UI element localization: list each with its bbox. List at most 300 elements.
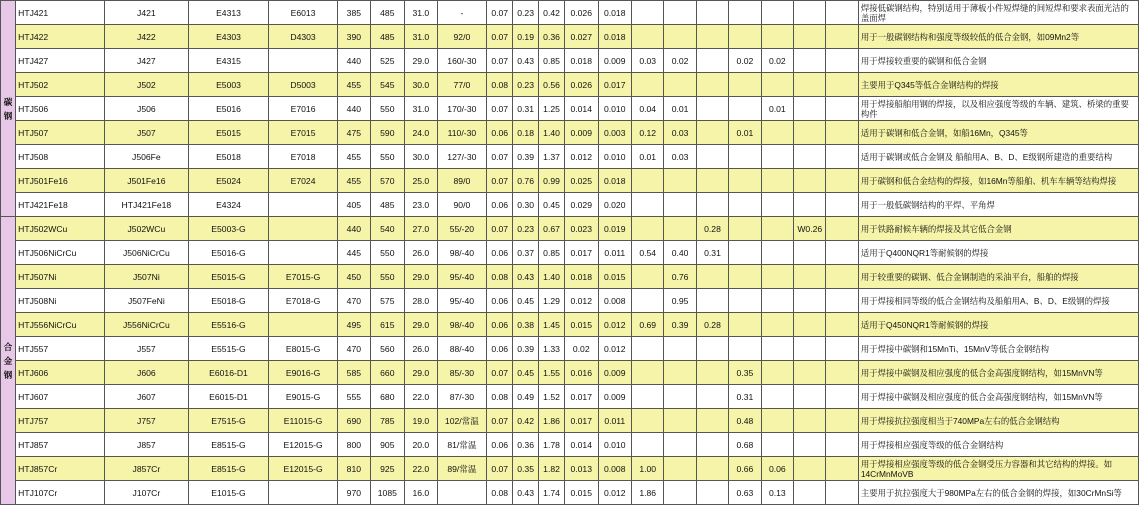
table-cell xyxy=(761,337,793,361)
table-cell xyxy=(664,433,696,457)
table-cell: 0.003 xyxy=(598,121,632,145)
table-row xyxy=(1,481,1139,505)
table-cell xyxy=(664,409,696,433)
table-cell xyxy=(729,145,761,169)
table-cell: 585 xyxy=(338,361,370,385)
table-cell: 440 xyxy=(338,97,370,121)
table-cell: 22.0 xyxy=(405,385,437,409)
table-cell: J501Fe16 xyxy=(104,169,188,193)
table-cell: 495 xyxy=(338,313,370,337)
table-cell: 77/0 xyxy=(437,73,487,97)
table-cell: 160/-30 xyxy=(437,49,487,73)
table-cell: 29.0 xyxy=(405,49,437,73)
table-cell: 0.28 xyxy=(696,313,728,337)
table-cell xyxy=(761,313,793,337)
table-cell: 0.015 xyxy=(565,313,599,337)
table-cell: 98/-40 xyxy=(437,313,487,337)
table-cell xyxy=(794,337,826,361)
table-cell: 0.009 xyxy=(598,49,632,73)
table-cell: E5003 xyxy=(189,73,269,97)
table-cell xyxy=(761,385,793,409)
table-cell xyxy=(826,1,858,25)
table-cell xyxy=(696,73,728,97)
table-cell: 55/-20 xyxy=(437,217,487,241)
product-code-cell: HTJ107Cr xyxy=(16,481,105,505)
table-cell: E6015-D1 xyxy=(189,385,269,409)
table-cell: J606 xyxy=(104,361,188,385)
table-cell: 90/0 xyxy=(437,193,487,217)
table-cell: E5018 xyxy=(189,145,269,169)
table-cell xyxy=(664,361,696,385)
usage-cell: 主要用于Q345等低合金钢结构的焊接 xyxy=(858,73,1138,97)
table-cell xyxy=(632,289,664,313)
table-cell xyxy=(794,73,826,97)
table-row xyxy=(1,433,1139,457)
table-cell: E12015-G xyxy=(268,457,337,481)
table-cell: J607 xyxy=(104,385,188,409)
table-row xyxy=(1,289,1139,313)
table-cell: 0.95 xyxy=(664,289,696,313)
table-cell xyxy=(794,145,826,169)
product-code-cell: HTJ556NiCrCu xyxy=(16,313,105,337)
table-cell: 0.03 xyxy=(664,121,696,145)
table-cell xyxy=(761,433,793,457)
table-cell xyxy=(761,25,793,49)
table-cell: E7015 xyxy=(268,121,337,145)
table-cell xyxy=(664,193,696,217)
usage-cell: 用于焊接抗拉强度相当于740MPa左右的低合金钢结构 xyxy=(858,409,1138,433)
table-cell: 0.40 xyxy=(664,241,696,265)
table-cell: 575 xyxy=(370,289,405,313)
table-cell: 0.28 xyxy=(696,217,728,241)
table-cell: 0.56 xyxy=(539,73,565,97)
table-cell: 0.54 xyxy=(632,241,664,265)
table-cell xyxy=(632,25,664,49)
table-cell: J557 xyxy=(104,337,188,361)
table-cell xyxy=(632,217,664,241)
table-cell: 0.014 xyxy=(565,97,599,121)
table-cell xyxy=(696,433,728,457)
table-cell: E7016 xyxy=(268,97,337,121)
table-cell: 110/-30 xyxy=(437,121,487,145)
table-cell: 440 xyxy=(338,217,370,241)
table-cell: 550 xyxy=(370,241,405,265)
table-cell: 0.07 xyxy=(487,361,513,385)
table-cell: 0.023 xyxy=(565,217,599,241)
table-cell: E5015 xyxy=(189,121,269,145)
table-cell: J107Cr xyxy=(104,481,188,505)
table-cell: 0.07 xyxy=(487,25,513,49)
table-cell xyxy=(696,457,728,481)
table-cell: E7015-G xyxy=(268,265,337,289)
table-cell: 0.009 xyxy=(598,385,632,409)
product-code-cell: HTJ502WCu xyxy=(16,217,105,241)
table-cell xyxy=(729,241,761,265)
table-cell: 0.48 xyxy=(729,409,761,433)
table-cell: E5015-G xyxy=(189,265,269,289)
table-cell: 0.01 xyxy=(632,145,664,169)
table-row xyxy=(1,241,1139,265)
table-cell: 27.0 xyxy=(405,217,437,241)
table-cell xyxy=(696,361,728,385)
product-code-cell: HTJ506NiCrCu xyxy=(16,241,105,265)
table-cell xyxy=(696,193,728,217)
product-code-cell: HTJ857 xyxy=(16,433,105,457)
table-cell: 0.08 xyxy=(487,73,513,97)
table-cell xyxy=(696,1,728,25)
table-cell: 785 xyxy=(370,409,405,433)
table-cell: 1.45 xyxy=(539,313,565,337)
table-cell xyxy=(268,241,337,265)
table-cell xyxy=(826,217,858,241)
usage-cell: 用于焊接中碳钢及相应强度的低合金高强度钢结构，如15MnVN等 xyxy=(858,361,1138,385)
table-cell xyxy=(794,169,826,193)
table-cell xyxy=(729,73,761,97)
product-code-cell: HTJ421Fe18 xyxy=(16,193,105,217)
table-row xyxy=(1,337,1139,361)
table-row xyxy=(1,385,1139,409)
table-cell: J506 xyxy=(104,97,188,121)
table-row xyxy=(1,73,1139,97)
product-code-cell: HTJ607 xyxy=(16,385,105,409)
product-code-cell: HTJ427 xyxy=(16,49,105,73)
table-cell: 0.39 xyxy=(664,313,696,337)
table-cell xyxy=(729,1,761,25)
table-cell: 0.08 xyxy=(487,481,513,505)
table-cell: 0.017 xyxy=(565,385,599,409)
table-cell xyxy=(632,169,664,193)
table-cell xyxy=(664,1,696,25)
table-cell: 0.008 xyxy=(598,289,632,313)
table-cell: 0.012 xyxy=(598,337,632,361)
table-row xyxy=(1,265,1139,289)
table-cell: 1.29 xyxy=(539,289,565,313)
table-cell: 0.06 xyxy=(487,337,513,361)
table-row xyxy=(1,121,1139,145)
table-cell xyxy=(268,49,337,73)
table-cell: 905 xyxy=(370,433,405,457)
table-cell: 0.76 xyxy=(664,265,696,289)
product-code-cell: HTJ508 xyxy=(16,145,105,169)
table-cell: E4315 xyxy=(189,49,269,73)
table-cell: 0.35 xyxy=(513,457,539,481)
usage-cell: 焊接低碳钢结构，特别适用于薄板小件短焊缝的间短焊和要求表面光洁的盖面焊 xyxy=(858,1,1138,25)
table-cell: 0.30 xyxy=(513,193,539,217)
table-cell: 660 xyxy=(370,361,405,385)
table-cell: 0.029 xyxy=(565,193,599,217)
usage-cell: 用于一般碳钢结构和强度等级较低的低合金钢，如09Mn2等 xyxy=(858,25,1138,49)
table-cell: 0.12 xyxy=(632,121,664,145)
table-cell: 0.06 xyxy=(487,289,513,313)
table-cell xyxy=(632,385,664,409)
table-cell: 0.07 xyxy=(487,145,513,169)
table-cell xyxy=(794,97,826,121)
group-label: 碳钢 xyxy=(1,1,16,217)
table-cell: 92/0 xyxy=(437,25,487,49)
table-cell xyxy=(826,25,858,49)
table-cell: 31.0 xyxy=(405,25,437,49)
table-cell: 24.0 xyxy=(405,121,437,145)
table-cell xyxy=(794,457,826,481)
table-cell: E7018-G xyxy=(268,289,337,313)
table-cell: 28.0 xyxy=(405,289,437,313)
table-cell: 0.08 xyxy=(487,385,513,409)
table-cell: 0.45 xyxy=(513,361,539,385)
table-cell: 29.0 xyxy=(405,313,437,337)
usage-cell: 用于碳钢和低合金结构的焊接，如16Mn等船舶、机车车辆等结构焊接 xyxy=(858,169,1138,193)
table-cell xyxy=(826,385,858,409)
table-cell: 98/-40 xyxy=(437,241,487,265)
table-cell: 390 xyxy=(338,25,370,49)
table-cell: J502WCu xyxy=(104,217,188,241)
table-cell: 970 xyxy=(338,481,370,505)
table-cell: 485 xyxy=(370,25,405,49)
table-cell: 470 xyxy=(338,289,370,313)
usage-cell: 用于焊接相应强度等级的低合金钢受压力容器和其它结构的焊接。如14CrMnMoVB xyxy=(858,457,1138,481)
table-cell: 0.018 xyxy=(598,25,632,49)
table-cell: J422 xyxy=(104,25,188,49)
table-cell: 30.0 xyxy=(405,73,437,97)
table-cell xyxy=(696,409,728,433)
table-cell: 0.009 xyxy=(598,361,632,385)
table-cell: 31.0 xyxy=(405,1,437,25)
table-cell xyxy=(696,169,728,193)
table-cell: 550 xyxy=(370,265,405,289)
table-cell xyxy=(632,337,664,361)
table-cell: 0.43 xyxy=(513,49,539,73)
table-cell: E6016-D1 xyxy=(189,361,269,385)
table-cell: J502 xyxy=(104,73,188,97)
table-row xyxy=(1,313,1139,337)
table-cell: 0.23 xyxy=(513,1,539,25)
product-code-cell: HTJ506 xyxy=(16,97,105,121)
table-cell xyxy=(761,1,793,25)
table-cell: D4303 xyxy=(268,25,337,49)
table-cell: 470 xyxy=(338,337,370,361)
table-cell: 0.43 xyxy=(513,481,539,505)
table-cell xyxy=(696,97,728,121)
table-cell: 89/常温 xyxy=(437,457,487,481)
table-cell: 455 xyxy=(338,169,370,193)
table-cell: J427 xyxy=(104,49,188,73)
table-cell xyxy=(794,409,826,433)
table-cell xyxy=(761,121,793,145)
table-cell: 810 xyxy=(338,457,370,481)
table-cell xyxy=(664,25,696,49)
table-cell: 1.40 xyxy=(539,265,565,289)
table-cell xyxy=(794,49,826,73)
table-cell: 0.06 xyxy=(487,313,513,337)
table-cell xyxy=(696,49,728,73)
table-cell: 0.85 xyxy=(539,241,565,265)
table-cell: 1.00 xyxy=(632,457,664,481)
table-cell: 1.86 xyxy=(539,409,565,433)
table-cell: 95/-40 xyxy=(437,265,487,289)
table-cell xyxy=(761,169,793,193)
table-cell xyxy=(729,169,761,193)
product-code-cell: HTJ501Fe16 xyxy=(16,169,105,193)
table-cell: 85/-30 xyxy=(437,361,487,385)
table-cell: 455 xyxy=(338,145,370,169)
table-cell: 0.02 xyxy=(664,49,696,73)
table-cell xyxy=(632,361,664,385)
table-cell: 1.74 xyxy=(539,481,565,505)
usage-cell: 适用于碳钢和低合金钢，如船16Mn，Q345等 xyxy=(858,121,1138,145)
usage-cell: 适用于Q450NQR1等耐候钢的焊接 xyxy=(858,313,1138,337)
table-cell: 485 xyxy=(370,193,405,217)
table-row xyxy=(1,49,1139,73)
table-cell: 1.37 xyxy=(539,145,565,169)
table-cell: 550 xyxy=(370,145,405,169)
table-cell xyxy=(696,289,728,313)
table-cell: 0.76 xyxy=(513,169,539,193)
product-code-cell: HTJ502 xyxy=(16,73,105,97)
product-code-cell: HTJ757 xyxy=(16,409,105,433)
table-cell: 25.0 xyxy=(405,169,437,193)
table-cell xyxy=(794,481,826,505)
table-cell: E6013 xyxy=(268,1,337,25)
table-cell: J507FeNi xyxy=(104,289,188,313)
table-cell: 0.19 xyxy=(513,25,539,49)
table-cell xyxy=(664,337,696,361)
table-cell: 0.06 xyxy=(761,457,793,481)
table-cell: 0.07 xyxy=(487,1,513,25)
table-cell: - xyxy=(437,1,487,25)
table-cell: 545 xyxy=(370,73,405,97)
table-cell xyxy=(826,337,858,361)
table-cell: 450 xyxy=(338,265,370,289)
table-cell: 127/-30 xyxy=(437,145,487,169)
table-cell: 0.015 xyxy=(598,265,632,289)
table-cell xyxy=(826,433,858,457)
table-cell xyxy=(826,241,858,265)
product-code-cell: HTJ507 xyxy=(16,121,105,145)
table-cell: 1085 xyxy=(370,481,405,505)
table-row xyxy=(1,1,1139,25)
table-cell xyxy=(696,337,728,361)
table-row xyxy=(1,193,1139,217)
table-cell: E5024 xyxy=(189,169,269,193)
table-cell xyxy=(826,73,858,97)
table-cell: 87/-30 xyxy=(437,385,487,409)
table-cell: 590 xyxy=(370,121,405,145)
table-cell: D5003 xyxy=(268,73,337,97)
table-cell: 0.45 xyxy=(513,289,539,313)
table-cell: 0.03 xyxy=(632,49,664,73)
table-cell: 0.07 xyxy=(487,49,513,73)
table-cell: 0.027 xyxy=(565,25,599,49)
table-cell xyxy=(761,409,793,433)
table-cell: 0.018 xyxy=(598,169,632,193)
table-cell: J506NiCrCu xyxy=(104,241,188,265)
table-cell: E4313 xyxy=(189,1,269,25)
table-cell: 0.018 xyxy=(565,265,599,289)
table-cell: 0.07 xyxy=(487,217,513,241)
table-row xyxy=(1,217,1139,241)
table-cell: E8515-G xyxy=(189,433,269,457)
table-cell: E5515-G xyxy=(189,337,269,361)
table-cell xyxy=(794,1,826,25)
table-cell: 0.42 xyxy=(513,409,539,433)
table-cell: 0.35 xyxy=(729,361,761,385)
table-cell xyxy=(664,481,696,505)
table-cell: 0.013 xyxy=(565,457,599,481)
table-cell xyxy=(729,97,761,121)
table-cell: 0.017 xyxy=(565,241,599,265)
table-cell: E5016-G xyxy=(189,241,269,265)
table-cell xyxy=(696,25,728,49)
table-cell: 22.0 xyxy=(405,457,437,481)
table-cell xyxy=(696,481,728,505)
table-cell xyxy=(794,241,826,265)
table-cell: 0.99 xyxy=(539,169,565,193)
table-cell: 0.010 xyxy=(598,97,632,121)
table-cell: 0.011 xyxy=(598,241,632,265)
table-cell: 30.0 xyxy=(405,145,437,169)
table-cell: W0.26 xyxy=(794,217,826,241)
table-cell: 0.010 xyxy=(598,145,632,169)
table-cell: 0.018 xyxy=(565,49,599,73)
table-cell: J857 xyxy=(104,433,188,457)
usage-cell: 主要用于抗拉强度大于980MPa左右的低合金钢的焊接，如30CrMnSi等 xyxy=(858,481,1138,505)
table-cell: J507 xyxy=(104,121,188,145)
product-code-cell: HTJ507Ni xyxy=(16,265,105,289)
table-cell: 0.012 xyxy=(598,481,632,505)
table-cell xyxy=(826,481,858,505)
table-cell xyxy=(794,385,826,409)
table-cell: 570 xyxy=(370,169,405,193)
table-cell: 0.39 xyxy=(513,145,539,169)
table-cell: 0.36 xyxy=(539,25,565,49)
table-cell: 0.010 xyxy=(598,433,632,457)
table-cell xyxy=(826,145,858,169)
table-cell: 29.0 xyxy=(405,361,437,385)
table-cell: 0.02 xyxy=(729,49,761,73)
table-cell: 0.01 xyxy=(729,121,761,145)
table-cell xyxy=(664,217,696,241)
table-cell xyxy=(826,193,858,217)
table-cell xyxy=(696,121,728,145)
table-cell: HTJ421Fe18 xyxy=(104,193,188,217)
table-cell: 1.78 xyxy=(539,433,565,457)
table-cell: 31.0 xyxy=(405,97,437,121)
table-cell: 0.01 xyxy=(761,97,793,121)
product-code-cell: HTJ557 xyxy=(16,337,105,361)
table-cell: 0.015 xyxy=(565,481,599,505)
table-cell: E5003-G xyxy=(189,217,269,241)
table-cell: 1.33 xyxy=(539,337,565,361)
table-cell: 1.86 xyxy=(632,481,664,505)
table-cell: 485 xyxy=(370,1,405,25)
table-cell: E9015-G xyxy=(268,385,337,409)
table-cell xyxy=(794,289,826,313)
table-cell xyxy=(632,193,664,217)
table-cell xyxy=(632,73,664,97)
table-cell xyxy=(729,217,761,241)
table-cell: 0.012 xyxy=(598,313,632,337)
table-cell xyxy=(761,217,793,241)
table-cell: 615 xyxy=(370,313,405,337)
usage-cell: 适用于Q400NQR1等耐候钢的焊接 xyxy=(858,241,1138,265)
table-cell xyxy=(632,433,664,457)
usage-cell: 用于焊接中碳钢和15MnTi、15MnV等低合金钢结构 xyxy=(858,337,1138,361)
table-cell: 170/-30 xyxy=(437,97,487,121)
table-cell: 0.06 xyxy=(487,241,513,265)
table-cell: 0.31 xyxy=(696,241,728,265)
table-cell: 88/-40 xyxy=(437,337,487,361)
table-cell: 0.016 xyxy=(565,361,599,385)
table-cell: 0.13 xyxy=(761,481,793,505)
